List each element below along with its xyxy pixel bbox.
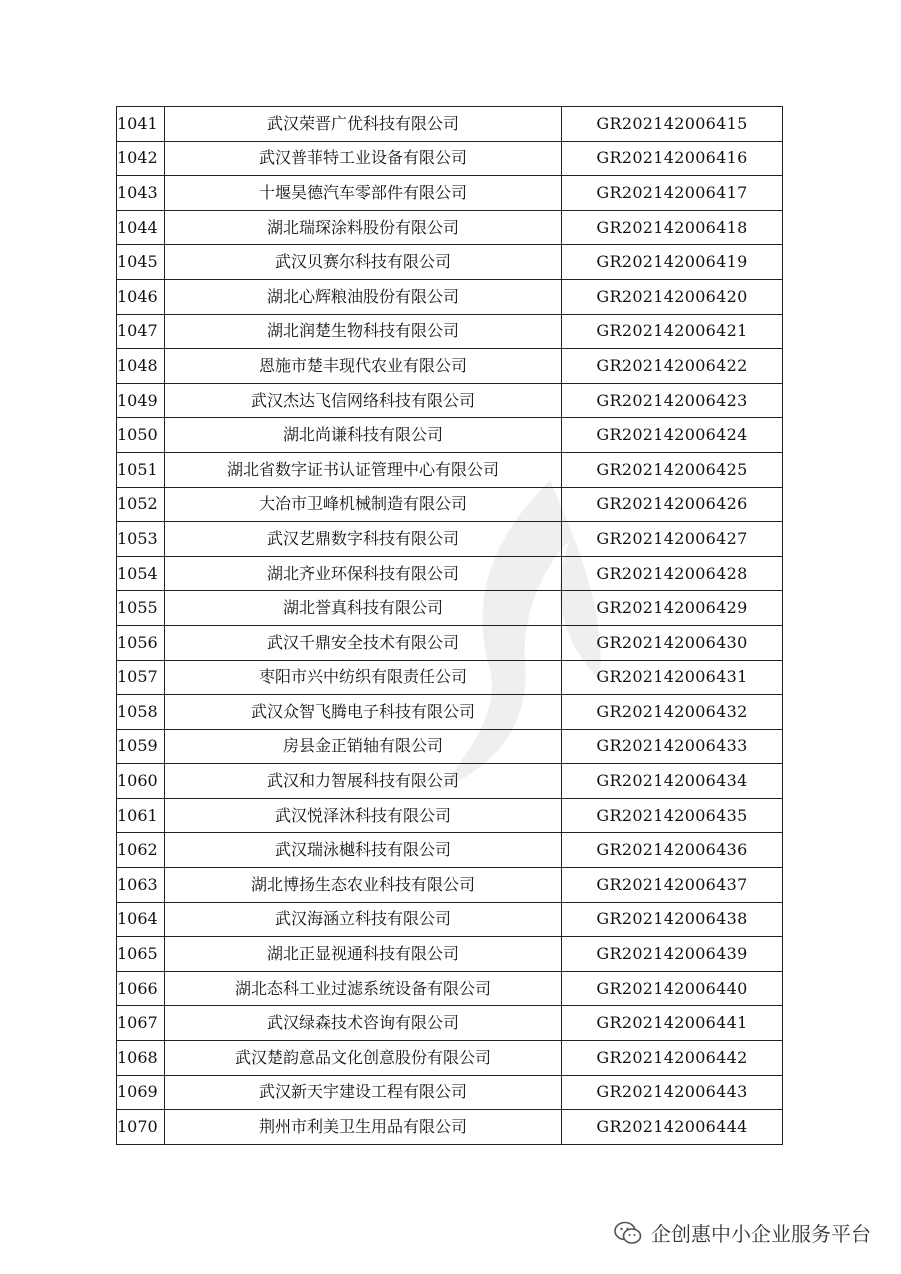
table-row	[117, 452, 783, 487]
company-name-cell: 武汉艺鼎数字科技有限公司	[165, 522, 562, 557]
certificate-code-cell: GR202142006438	[562, 902, 783, 937]
table-row	[117, 487, 783, 522]
certificate-code-cell: GR202142006433	[562, 729, 783, 764]
company-name-cell: 房县金正销轴有限公司	[165, 729, 562, 764]
company-name-cell: 湖北心辉粮油股份有限公司	[165, 279, 562, 314]
table-row	[117, 660, 783, 695]
serial-number-cell: 1046	[117, 279, 165, 314]
certificate-code-cell: GR202142006443	[562, 1075, 783, 1110]
company-name-cell: 武汉和力智展科技有限公司	[165, 764, 562, 799]
company-name-cell: 大冶市卫峰机械制造有限公司	[165, 487, 562, 522]
table-row	[117, 210, 783, 245]
serial-number-cell: 1053	[117, 522, 165, 557]
serial-number-cell: 1063	[117, 868, 165, 903]
serial-number-cell: 1067	[117, 1006, 165, 1041]
company-name-cell: 荆州市利美卫生用品有限公司	[165, 1110, 562, 1145]
serial-number-cell: 1069	[117, 1075, 165, 1110]
serial-number-cell: 1060	[117, 764, 165, 799]
certificate-code-cell: GR202142006439	[562, 937, 783, 972]
company-name-cell: 湖北省数字证书认证管理中心有限公司	[165, 452, 562, 487]
table-row	[117, 1041, 783, 1076]
table-row	[117, 833, 783, 868]
table-row	[117, 141, 783, 176]
serial-number-cell: 1068	[117, 1041, 165, 1076]
serial-number-cell: 1052	[117, 487, 165, 522]
table-row	[117, 937, 783, 972]
certificate-table	[116, 106, 783, 1145]
table-row	[117, 591, 783, 626]
certificate-code-cell: GR202142006425	[562, 452, 783, 487]
certificate-code-cell: GR202142006416	[562, 141, 783, 176]
company-name-cell: 武汉海涵立科技有限公司	[165, 902, 562, 937]
serial-number-cell: 1045	[117, 245, 165, 280]
serial-number-cell: 1058	[117, 695, 165, 730]
certificate-code-cell: GR202142006437	[562, 868, 783, 903]
table-row	[117, 625, 783, 660]
company-name-cell: 武汉新天宇建设工程有限公司	[165, 1075, 562, 1110]
table-row	[117, 695, 783, 730]
serial-number-cell: 1054	[117, 556, 165, 591]
certificate-code-cell: GR202142006440	[562, 971, 783, 1006]
certificate-code-cell: GR202142006434	[562, 764, 783, 799]
table-row	[117, 383, 783, 418]
company-name-cell: 湖北瑞琛涂料股份有限公司	[165, 210, 562, 245]
serial-number-cell: 1059	[117, 729, 165, 764]
certificate-code-cell: GR202142006418	[562, 210, 783, 245]
company-name-cell: 武汉绿森技术咨询有限公司	[165, 1006, 562, 1041]
serial-number-cell: 1047	[117, 314, 165, 349]
serial-number-cell: 1064	[117, 902, 165, 937]
company-name-cell: 湖北齐业环保科技有限公司	[165, 556, 562, 591]
serial-number-cell: 1051	[117, 452, 165, 487]
table-row	[117, 245, 783, 280]
company-name-cell: 湖北誉真科技有限公司	[165, 591, 562, 626]
table-row	[117, 729, 783, 764]
table-row	[117, 1075, 783, 1110]
certificate-code-cell: GR202142006421	[562, 314, 783, 349]
serial-number-cell: 1050	[117, 418, 165, 453]
certificate-code-cell: GR202142006429	[562, 591, 783, 626]
table-row	[117, 522, 783, 557]
certificate-code-cell: GR202142006431	[562, 660, 783, 695]
table-row	[117, 107, 783, 142]
serial-number-cell: 1043	[117, 176, 165, 211]
certificate-code-cell: GR202142006424	[562, 418, 783, 453]
company-name-cell: 恩施市楚丰现代农业有限公司	[165, 349, 562, 384]
company-name-cell: 武汉众智飞腾电子科技有限公司	[165, 695, 562, 730]
table-row	[117, 418, 783, 453]
company-name-cell: 武汉悦泽沐科技有限公司	[165, 798, 562, 833]
table-row	[117, 279, 783, 314]
certificate-code-cell: GR202142006419	[562, 245, 783, 280]
serial-number-cell: 1065	[117, 937, 165, 972]
serial-number-cell: 1066	[117, 971, 165, 1006]
company-name-cell: 湖北尚谦科技有限公司	[165, 418, 562, 453]
company-name-cell: 武汉普菲特工业设备有限公司	[165, 141, 562, 176]
company-name-cell: 武汉贝赛尔科技有限公司	[165, 245, 562, 280]
company-name-cell: 湖北正显视通科技有限公司	[165, 937, 562, 972]
table-row	[117, 314, 783, 349]
serial-number-cell: 1042	[117, 141, 165, 176]
table-row	[117, 902, 783, 937]
footer-source-label: 企创惠中小企业服务平台	[651, 1222, 871, 1246]
table-row	[117, 798, 783, 833]
company-name-cell: 湖北润楚生物科技有限公司	[165, 314, 562, 349]
company-name-cell: 武汉荣晋广优科技有限公司	[165, 107, 562, 142]
company-name-cell: 武汉瑞泳樾科技有限公司	[165, 833, 562, 868]
certificate-code-cell: GR202142006444	[562, 1110, 783, 1145]
serial-number-cell: 1056	[117, 625, 165, 660]
certificate-code-cell: GR202142006442	[562, 1041, 783, 1076]
table-row	[117, 176, 783, 211]
company-name-cell: 武汉千鼎安全技术有限公司	[165, 625, 562, 660]
serial-number-cell: 1061	[117, 798, 165, 833]
serial-number-cell: 1062	[117, 833, 165, 868]
certificate-code-cell: GR202142006422	[562, 349, 783, 384]
certificate-code-cell: GR202142006426	[562, 487, 783, 522]
serial-number-cell: 1048	[117, 349, 165, 384]
serial-number-cell: 1041	[117, 107, 165, 142]
serial-number-cell: 1055	[117, 591, 165, 626]
table-row	[117, 764, 783, 799]
certificate-code-cell: GR202142006435	[562, 798, 783, 833]
certificate-code-cell: GR202142006420	[562, 279, 783, 314]
serial-number-cell: 1044	[117, 210, 165, 245]
wechat-icon	[613, 1220, 643, 1246]
company-name-cell: 十堰昊德汽车零部件有限公司	[165, 176, 562, 211]
company-name-cell: 湖北博扬生态农业科技有限公司	[165, 868, 562, 903]
source-footer	[613, 1218, 871, 1247]
table-row	[117, 1006, 783, 1041]
serial-number-cell: 1049	[117, 383, 165, 418]
company-name-cell: 枣阳市兴中纺织有限责任公司	[165, 660, 562, 695]
table-row	[117, 1110, 783, 1145]
certificate-code-cell: GR202142006430	[562, 625, 783, 660]
table-row	[117, 349, 783, 384]
certificate-code-cell: GR202142006427	[562, 522, 783, 557]
certificate-code-cell: GR202142006441	[562, 1006, 783, 1041]
table-row	[117, 556, 783, 591]
certificate-code-cell: GR202142006415	[562, 107, 783, 142]
serial-number-cell: 1070	[117, 1110, 165, 1145]
table-row	[117, 971, 783, 1006]
company-name-cell: 武汉楚韵意品文化创意股份有限公司	[165, 1041, 562, 1076]
table-row	[117, 868, 783, 903]
certificate-code-cell: GR202142006417	[562, 176, 783, 211]
company-name-cell: 武汉杰达飞信网络科技有限公司	[165, 383, 562, 418]
certificate-code-cell: GR202142006428	[562, 556, 783, 591]
company-name-cell: 湖北态科工业过滤系统设备有限公司	[165, 971, 562, 1006]
certificate-code-cell: GR202142006432	[562, 695, 783, 730]
certificate-code-cell: GR202142006436	[562, 833, 783, 868]
certificate-code-cell: GR202142006423	[562, 383, 783, 418]
serial-number-cell: 1057	[117, 660, 165, 695]
